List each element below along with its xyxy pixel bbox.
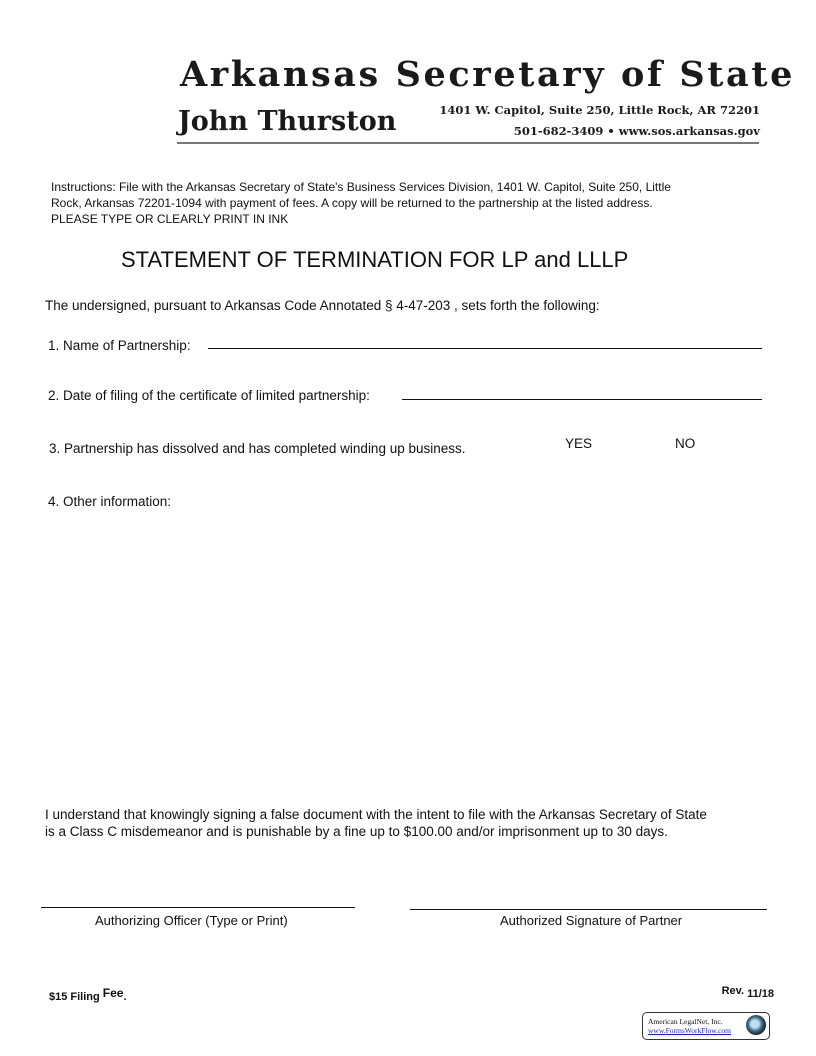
logo-url[interactable]: www.FormsWorkFlow.com — [648, 1026, 732, 1035]
globe-icon — [746, 1015, 766, 1035]
instructions-line-3: PLEASE TYPE OR CLEARLY PRINT IN INK — [51, 212, 289, 226]
officer-signature-line[interactable] — [41, 907, 355, 908]
partnership-name-input[interactable] — [210, 333, 764, 351]
partner-signature-line[interactable] — [410, 909, 767, 910]
intro-text: The undersigned, pursuant to Arkansas Code Annotated § 4-47-203 , sets forth the following: — [45, 298, 600, 313]
form-title: STATEMENT OF TERMINATION FOR LP and LLLP — [121, 247, 629, 272]
filing-fee — [49, 986, 127, 1003]
fee-prefix: $15 Filing — [49, 991, 103, 1003]
rev-date: 11/18 — [747, 988, 774, 1000]
warning-line-1: I understand that knowingly signing a false document with the intent to file with the Arkansas Secretary of State — [45, 807, 707, 822]
instructions-line-2: Rock, Arkansas 72201-1094 with payment of fees. A copy will be returned to the partnership at the listed address. — [51, 196, 653, 210]
fee-word: Fee — [102, 986, 124, 1000]
officer-label: Authorizing Officer (Type or Print) — [95, 913, 288, 928]
logo-company: American LegalNet, Inc. — [648, 1017, 723, 1026]
no-option[interactable]: NO — [675, 436, 696, 451]
warning-line-2: is a Class C misdemeanor and is punishable by a fine up to $100.00 and/or imprisonment up to 30 days. — [45, 824, 668, 839]
legalnet-logo[interactable] — [642, 1012, 770, 1040]
other-info-label: 4. Other information: — [48, 494, 172, 509]
header-divider — [177, 142, 759, 144]
official-name: John Thurston — [178, 106, 397, 137]
agency-address: 1401 W. Capitol, Suite 250, Little Rock, AR 72201 — [439, 103, 760, 117]
partner-signature-label: Authorized Signature of Partner — [500, 913, 683, 928]
filing-date-input[interactable] — [404, 384, 764, 402]
agency-name: Arkansas Secretary of State — [180, 54, 795, 95]
yes-option[interactable]: YES — [565, 436, 593, 451]
agency-contact: 501-682-3409 • www.sos.arkansas.gov — [513, 124, 760, 138]
rev-prefix: Rev. — [721, 985, 745, 997]
dissolved-label: 3. Partnership has dissolved and has completed winding up business. — [49, 441, 466, 456]
revision — [721, 985, 774, 1000]
name-label: 1. Name of Partnership: — [48, 338, 191, 353]
fee-suffix: . — [123, 991, 127, 1003]
instructions-line-1: Instructions: File with the Arkansas Secretary of State's Business Services Division, 1401 W. Capitol, Suite 250, Little — [51, 180, 671, 194]
other-info-input[interactable] — [48, 515, 767, 799]
date-label: 2. Date of filing of the certificate of limited partnership: — [48, 388, 370, 403]
